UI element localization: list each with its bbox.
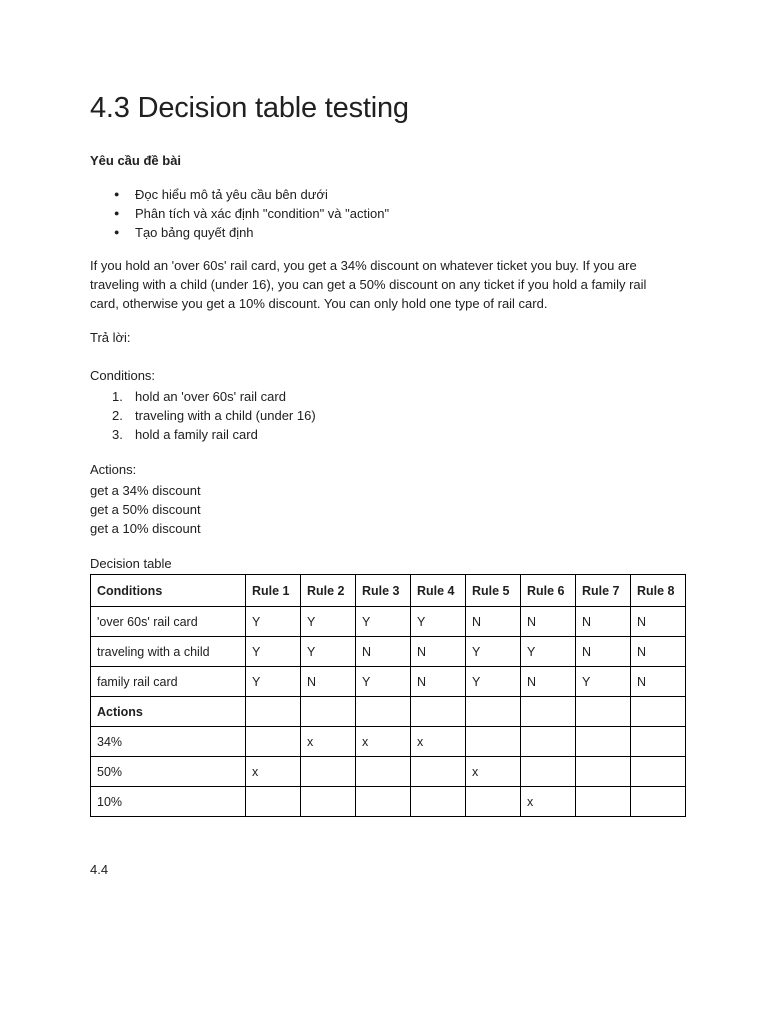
list-item: ● Tạo bảng quyết định — [90, 223, 389, 242]
table-cell: 'over 60s' rail card — [91, 607, 246, 637]
table-cell: Y — [246, 607, 301, 637]
table-cell — [356, 757, 411, 787]
actions-label: Actions: — [90, 462, 137, 477]
table-cell: N — [301, 667, 356, 697]
list-item: ● Đọc hiểu mô tả yêu cầu bên dưới — [90, 185, 389, 204]
table-row — [91, 607, 686, 637]
list-item: ● Phân tích và xác định "condition" và "action" — [90, 204, 389, 223]
table-cell: Y — [246, 637, 301, 667]
table-cell — [521, 757, 576, 787]
list-item — [90, 425, 316, 444]
table-row — [91, 667, 686, 697]
table-cell — [356, 787, 411, 817]
actions-list — [90, 481, 201, 538]
table-header-cell: Rule 1 — [246, 575, 301, 607]
table-row — [91, 727, 686, 757]
table-cell: N — [521, 667, 576, 697]
table-cell: x — [356, 727, 411, 757]
table-cell: N — [356, 637, 411, 667]
table-cell: N — [411, 667, 466, 697]
table-cell: N — [631, 637, 686, 667]
decision-table — [90, 574, 686, 817]
table-row — [91, 757, 686, 787]
table-cell — [631, 787, 686, 817]
list-item — [90, 406, 316, 425]
table-cell — [576, 757, 631, 787]
table-cell: Y — [521, 637, 576, 667]
list-text: hold a family rail card — [135, 427, 258, 442]
table-cell — [301, 697, 356, 727]
table-header-row — [91, 575, 686, 607]
table-cell — [466, 727, 521, 757]
table-cell: Y — [356, 607, 411, 637]
table-cell — [466, 787, 521, 817]
table-header-cell: Rule 7 — [576, 575, 631, 607]
table-cell: N — [521, 607, 576, 637]
decision-table-label: Decision table — [90, 556, 172, 571]
list-item — [90, 387, 316, 406]
table-cell: N — [576, 637, 631, 667]
table-cell: 34% — [91, 727, 246, 757]
table-cell: N — [576, 607, 631, 637]
answer-label: Trả lời: — [90, 330, 131, 345]
list-number: 1. — [112, 389, 123, 404]
table-cell: N — [631, 607, 686, 637]
table-row — [91, 787, 686, 817]
table-header-cell: Rule 2 — [301, 575, 356, 607]
table-cell — [411, 697, 466, 727]
table-cell — [576, 727, 631, 757]
page-title: 4.3 Decision table testing — [90, 92, 409, 124]
table-cell — [246, 787, 301, 817]
table-cell: 50% — [91, 757, 246, 787]
table-cell: N — [631, 667, 686, 697]
problem-description: If you hold an 'over 60s' rail card, you get a 34% discount on whatever ticket you buy. If you are traveling with a child (under 16), you can get a 50% discount on any ticket if you hold a family rail card, otherwise you get a 10% discount. You can only hold one type of rail card. — [90, 258, 647, 311]
table-header-cell: Rule 4 — [411, 575, 466, 607]
table-cell: x — [466, 757, 521, 787]
list-number: 2. — [112, 408, 123, 423]
table-cell: traveling with a child — [91, 637, 246, 667]
list-item: get a 50% discount — [90, 502, 201, 517]
table-cell: x — [246, 757, 301, 787]
table-cell: x — [411, 727, 466, 757]
list-text: traveling with a child (under 16) — [135, 408, 316, 423]
table-cell: Y — [466, 637, 521, 667]
table-cell — [246, 697, 301, 727]
table-cell: 10% — [91, 787, 246, 817]
list-text: hold an 'over 60s' rail card — [135, 389, 286, 404]
table-cell — [411, 757, 466, 787]
table-section-cell: Actions — [91, 697, 246, 727]
list-item: get a 10% discount — [90, 521, 201, 536]
table-cell: Y — [356, 667, 411, 697]
table-cell: N — [411, 637, 466, 667]
table-header-cell: Rule 8 — [631, 575, 686, 607]
table-cell: Y — [301, 637, 356, 667]
list-item: get a 34% discount — [90, 483, 201, 498]
table-cell: x — [301, 727, 356, 757]
list-number: 3. — [112, 427, 123, 442]
table-cell — [356, 697, 411, 727]
table-cell — [576, 697, 631, 727]
table-cell — [301, 787, 356, 817]
conditions-list — [90, 387, 316, 444]
table-cell: x — [521, 787, 576, 817]
table-row — [91, 697, 686, 727]
table-header-cell: Rule 3 — [356, 575, 411, 607]
conditions-label: Conditions: — [90, 368, 156, 383]
table-header-cell: Conditions — [91, 575, 246, 607]
table-cell — [631, 727, 686, 757]
table-cell — [411, 787, 466, 817]
table-cell — [631, 697, 686, 727]
table-cell: N — [466, 607, 521, 637]
table-header-cell: Rule 6 — [521, 575, 576, 607]
table-cell — [301, 757, 356, 787]
table-cell — [631, 757, 686, 787]
table-cell — [521, 727, 576, 757]
table-cell: Y — [301, 607, 356, 637]
table-row — [91, 637, 686, 667]
table-cell: Y — [411, 607, 466, 637]
table-cell — [576, 787, 631, 817]
table-header-cell: Rule 5 — [466, 575, 521, 607]
table-cell — [246, 727, 301, 757]
table-cell: Y — [466, 667, 521, 697]
next-section-heading: 4.4 — [90, 862, 109, 877]
table-cell — [466, 697, 521, 727]
table-cell — [521, 697, 576, 727]
table-cell: family rail card — [91, 667, 246, 697]
requirements-list — [90, 185, 389, 242]
requirements-heading: Yêu cầu đề bài — [90, 153, 182, 168]
table-cell: Y — [246, 667, 301, 697]
table-cell: Y — [576, 667, 631, 697]
